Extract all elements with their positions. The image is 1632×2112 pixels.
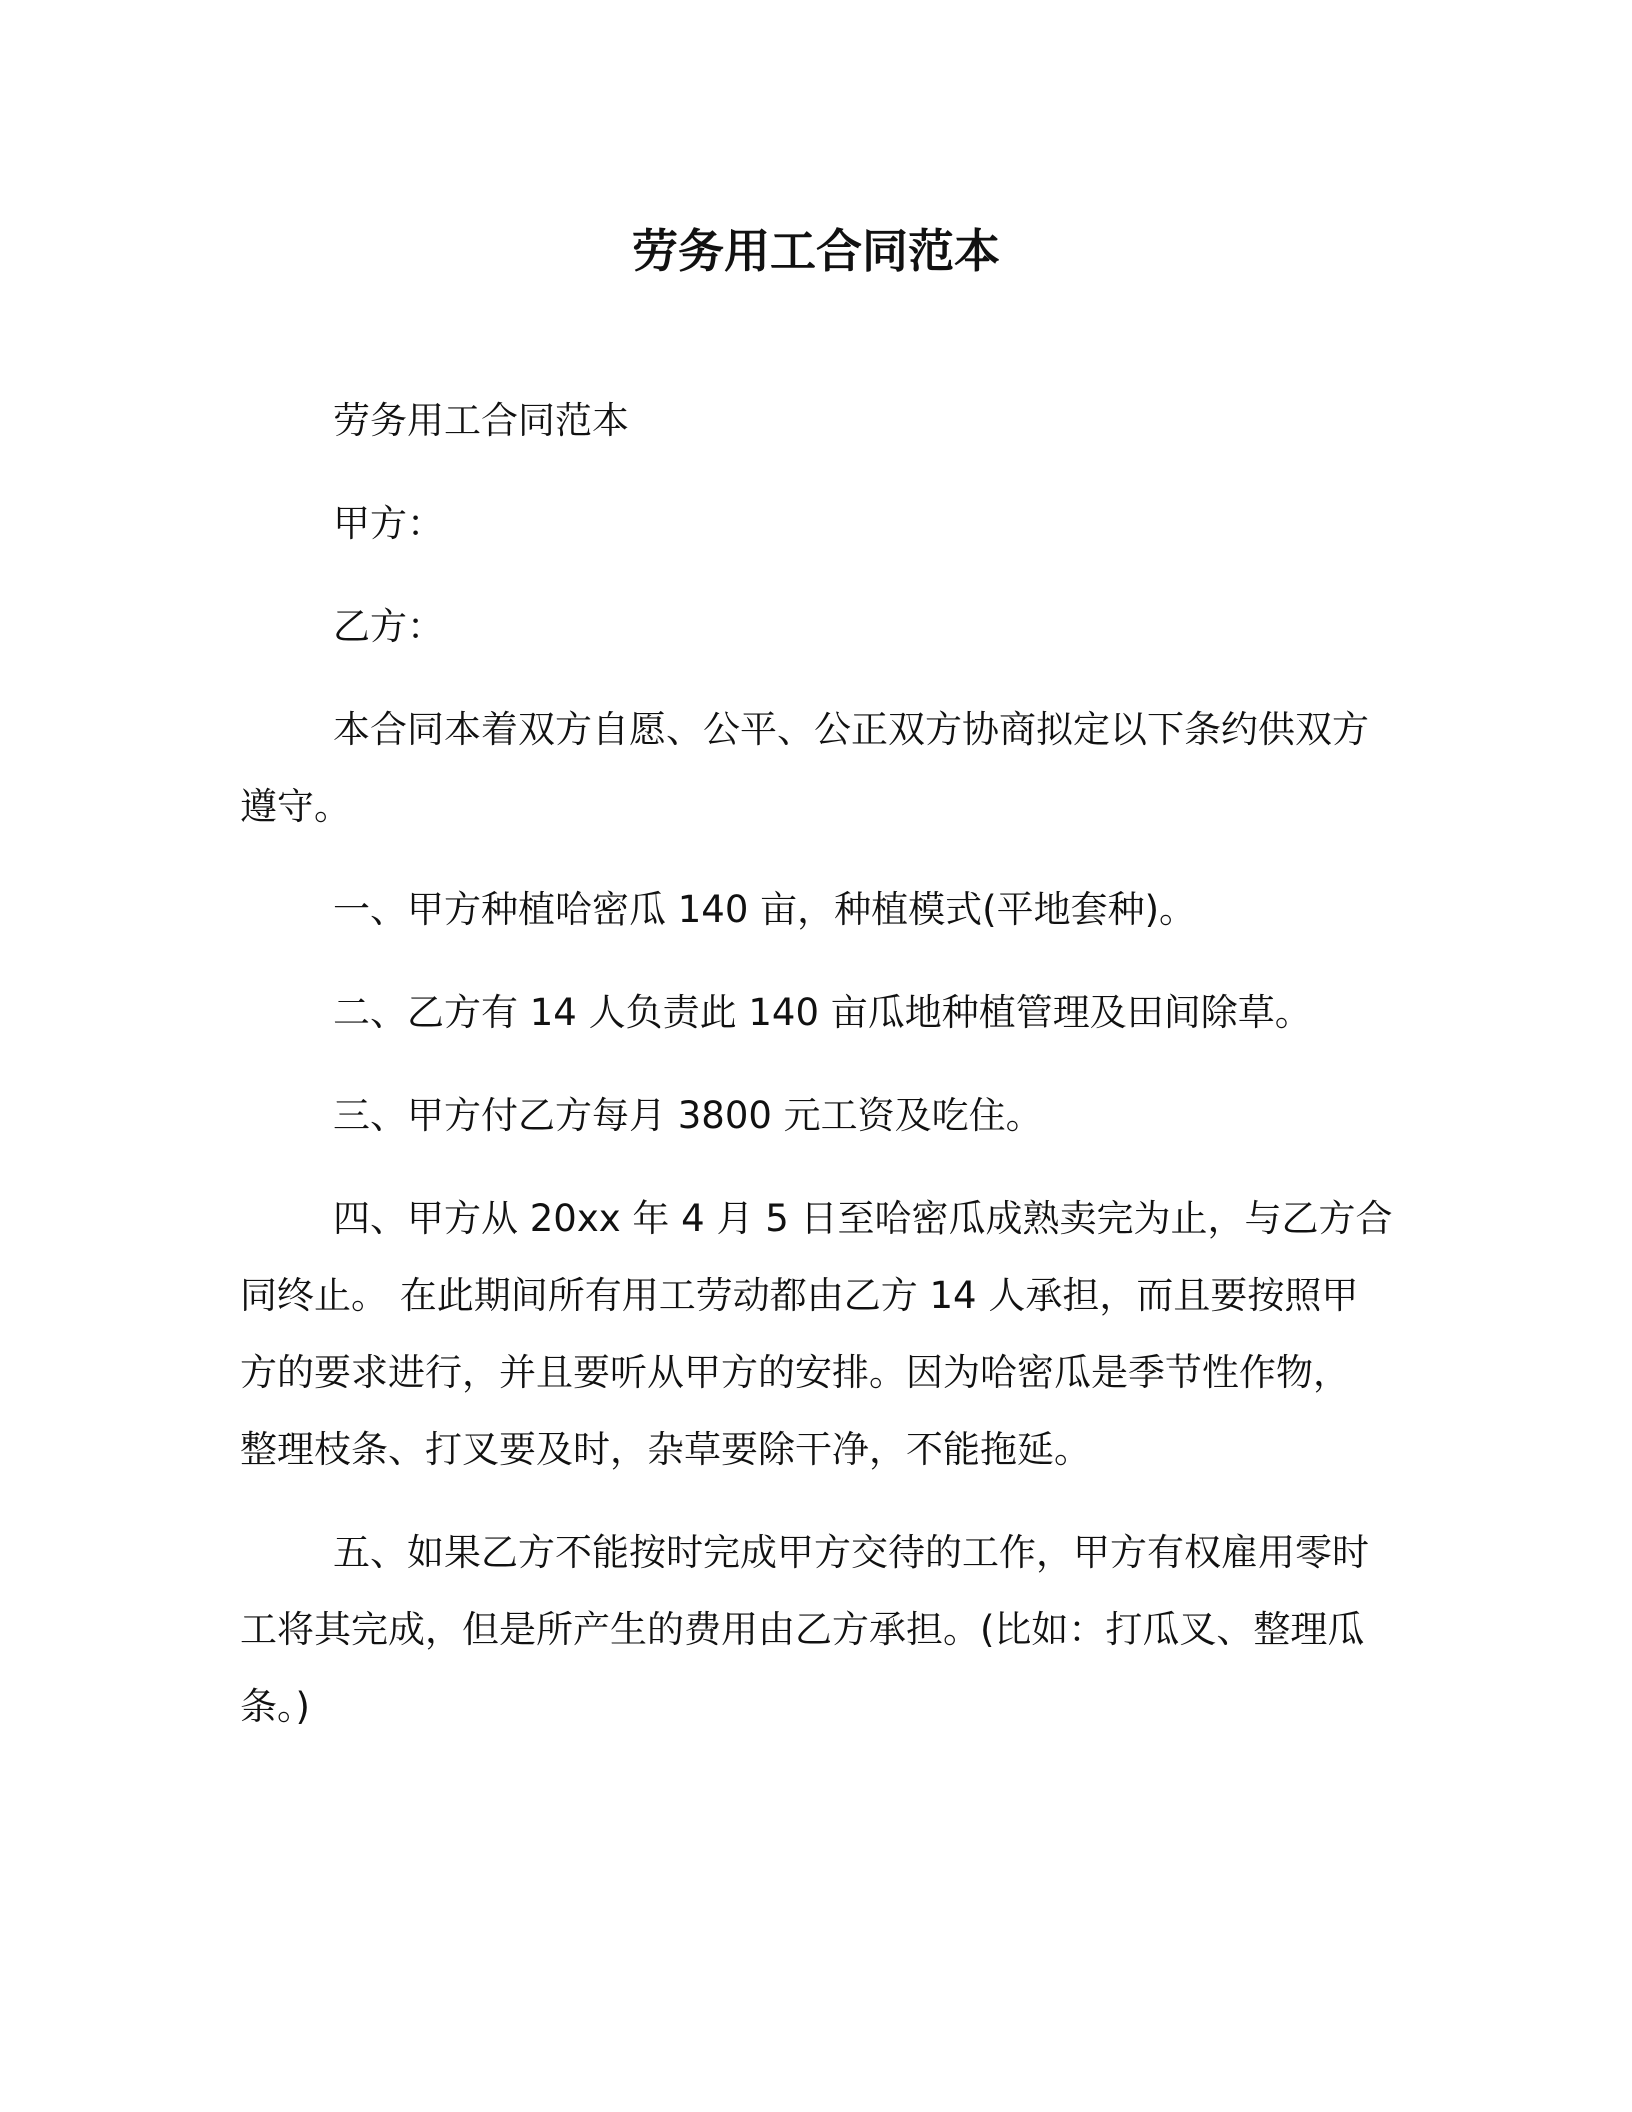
paragraph-line: 二、乙方有 14 人负责此 140 亩瓜地种植管理及田间除草。 bbox=[333, 991, 1312, 1034]
preamble-paragraph bbox=[240, 691, 1380, 845]
clause-2 bbox=[240, 974, 1380, 1051]
paragraph-line: 甲方： bbox=[333, 502, 444, 545]
paragraph-line: 四、甲方从 20xx 年 4 月 5 日至哈密瓜成熟卖完为止，与乙方合 bbox=[333, 1197, 1393, 1240]
document-body bbox=[240, 382, 1393, 1771]
paragraph-line: 劳务用工合同范本 bbox=[333, 399, 629, 442]
clause-3 bbox=[240, 1077, 1380, 1154]
clause-5 bbox=[240, 1514, 1380, 1745]
page-title: 劳务用工合同范本 bbox=[632, 224, 1000, 278]
clause-4 bbox=[240, 1180, 1393, 1488]
paragraph-line: 整理枝条、打叉要及时，杂草要除干净，不能拖延。 bbox=[240, 1428, 1091, 1471]
paragraph-line: 工将其完成，但是所产生的费用由乙方承担。(比如：打瓜叉、整理瓜 bbox=[240, 1608, 1365, 1651]
paragraph-line: 同终止。 在此期间所有用工劳动都由乙方 14 人承担，而且要按照甲 bbox=[240, 1274, 1359, 1317]
paragraph-heading bbox=[240, 382, 1380, 459]
paragraph-line: 本合同本着双方自愿、公平、公正双方协商拟定以下条约供双方 bbox=[333, 708, 1369, 751]
paragraph-line: 条。) bbox=[240, 1685, 310, 1728]
party-b-label bbox=[240, 588, 1380, 665]
clause-1 bbox=[240, 871, 1380, 948]
party-a-label bbox=[240, 485, 1380, 562]
paragraph-line: 遵守。 bbox=[240, 785, 351, 828]
paragraph-line: 方的要求进行，并且要听从甲方的安排。因为哈密瓜是季节性作物， bbox=[240, 1351, 1350, 1394]
paragraph-line: 乙方： bbox=[333, 605, 444, 648]
paragraph-line: 五、如果乙方不能按时完成甲方交待的工作，甲方有权雇用零时 bbox=[333, 1531, 1369, 1574]
paragraph-line: 三、甲方付乙方每月 3800 元工资及吃住。 bbox=[333, 1094, 1043, 1137]
paragraph-line: 一、甲方种植哈密瓜 140 亩，种植模式(平地套种)。 bbox=[333, 888, 1197, 931]
